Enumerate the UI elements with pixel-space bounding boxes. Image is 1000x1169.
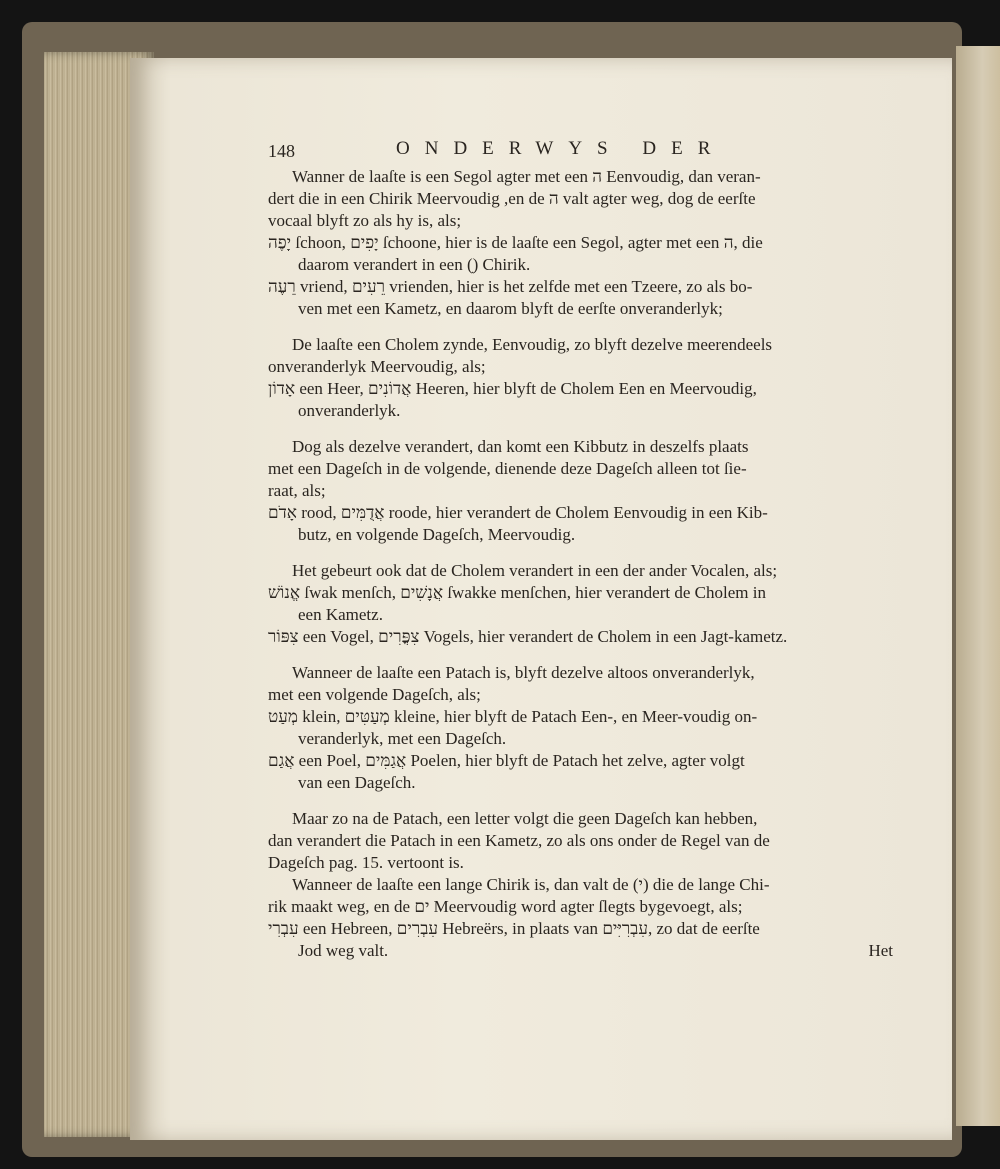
text-line: רֵעֶה vriend, רֵעִים vrienden, hier is het zelfde met een Tzeere, zo als bo-: [268, 277, 753, 296]
text-line: Het gebeurt ook dat de Cholem verandert in een der ander Vocalen, als;: [292, 561, 778, 580]
text-line: Wanneer de laaſte een Patach is, blyft dezelve altoos onveranderlyk,: [292, 663, 755, 682]
text-line: een Kametz.: [298, 605, 383, 624]
text-line: dan verandert die Patach in een Kametz, zo als ons onder de Regel van de: [268, 831, 770, 850]
page-header: [268, 132, 893, 166]
text-line: dert die in een Chirik Meervoudig ,en de ה valt agter weg, dog de eerſte: [268, 189, 756, 208]
text-line: Dog als dezelve verandert, dan komt een Kibbutz in deszelfs plaats: [292, 437, 749, 456]
text-line: onveranderlyk Meervoudig, als;: [268, 357, 486, 376]
text-line: אֲגַם een Poel, אֲגַמִּים Poelen, hier blyft de Patach het zelve, agter volgt: [268, 751, 745, 770]
text-line: van een Dageſch.: [298, 773, 416, 792]
text-line: rik maakt weg, en de ים Meervoudig word agter ſlegts bygevoegt, als;: [268, 897, 743, 916]
text-line: onveranderlyk.: [298, 401, 401, 420]
text-line: veranderlyk, met een Dageſch.: [298, 729, 507, 748]
catchword: Het: [868, 941, 893, 960]
text-line: עִבְרִי een Hebreen, עִבְרִים Hebreërs, in plaats van עִבְרִיִּים, zo dat de eerſte: [268, 919, 760, 938]
text-line: vocaal blyft zo als hy is, als;: [268, 211, 462, 230]
text-line: אָדֹם rood, אֲדֻמִּים roode, hier verandert de Cholem Eenvoudig in een Kib-: [268, 503, 768, 522]
text-line: Maar zo na de Patach, een letter volgt die geen Dageſch kan hebben,: [292, 809, 758, 828]
text-line: met een Dageſch in de volgende, dienende deze Dageſch alleen tot ſie-: [268, 459, 747, 478]
text-line: daarom verandert in een (ִ) Chirik.: [298, 255, 531, 274]
text-line: Wanneer de laaſte een lange Chirik is, dan valt de (י) die de lange Chi-: [292, 875, 770, 894]
text-line: אָדוֹן een Heer, אֲדוֹנִים Heeren, hier blyft de Cholem Een en Meervoudig,: [268, 379, 757, 398]
text-line: raat, als;: [268, 481, 326, 500]
text-line: צִפּוֹר een Vogel, צִפֳּרִים Vogels, hier verandert de Cholem in een Jagt-kametz.: [268, 627, 788, 646]
text-line: De laaſte een Cholem zynde, Eenvoudig, zo blyft dezelve meerendeels: [292, 335, 773, 354]
text-line: אֱנוֹשׁ ſwak menſch, אֲנָשִׁים ſwakke menſchen, hier verandert de Cholem in: [268, 583, 766, 602]
page-number: 148: [268, 141, 295, 161]
text-line: ven met een Kametz, en daarom blyft de eerſte onveranderlyk;: [298, 299, 723, 318]
page-text: [268, 132, 893, 962]
text-line: Dageſch pag. 15. vertoont is.: [268, 853, 464, 872]
facing-page-edge: [956, 46, 1000, 1126]
text-line: met een volgende Dageſch, als;: [268, 685, 481, 704]
text-line: butz, en volgende Dageſch, Meervoudig.: [298, 525, 576, 544]
body-text: [268, 166, 893, 962]
text-line: Wanner de laaſte is een Segol agter met een ה Eenvoudig, dan veran-: [292, 167, 761, 186]
text-line: יָפֶה ſchoon, יָפִים ſchoone, hier is de laaſte een Segol, agter met een ה, die: [268, 233, 763, 252]
text-line: מְעַט klein, מְעַטִּים kleine, hier blyft de Patach Een-, en Meer-voudig on-: [268, 707, 758, 726]
text-line: Jod weg valt.: [298, 941, 389, 960]
running-title: ONDERWYS DER: [396, 138, 726, 159]
